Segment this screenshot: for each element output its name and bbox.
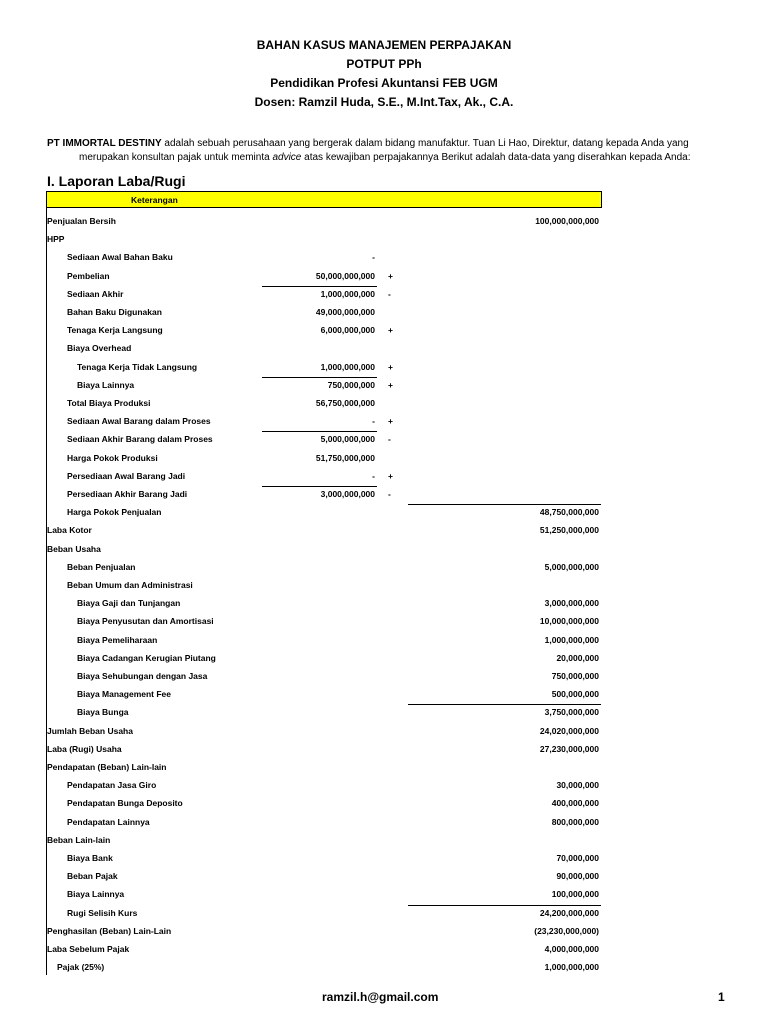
row-label: Biaya Pemeliharaan bbox=[77, 634, 158, 645]
table-row bbox=[0, 832, 768, 850]
row-subtotal-value: 50,000,000,000 bbox=[315, 270, 375, 281]
row-label: Pendapatan Jasa Giro bbox=[67, 780, 157, 791]
table-row bbox=[0, 468, 768, 486]
row-total-value: 400,000,000 bbox=[551, 798, 599, 809]
table-row bbox=[0, 632, 768, 650]
row-subtotal-value: 1,000,000,000 bbox=[262, 289, 375, 299]
row-label: Sediaan Awal Barang dalam Proses bbox=[67, 416, 211, 427]
row-subtotal-value: - bbox=[372, 252, 375, 263]
row-operator: - bbox=[388, 288, 391, 299]
row-operator: - bbox=[388, 489, 391, 499]
row-total-value: 1,000,000,000 bbox=[544, 634, 599, 645]
row-label: Beban Penjualan bbox=[67, 561, 136, 572]
table-row bbox=[0, 777, 768, 795]
row-total-value: 800,000,000 bbox=[551, 816, 599, 827]
row-subtotal-value: 6,000,000,000 bbox=[320, 325, 375, 336]
row-label: Jumlah Beban Usaha bbox=[47, 725, 133, 736]
row-total-value: 30,000,000 bbox=[556, 780, 599, 791]
table-row bbox=[0, 595, 768, 613]
table-row bbox=[0, 613, 768, 631]
row-total-value: 24,200,000,000 bbox=[408, 908, 599, 918]
row-total-value: 20,000,000 bbox=[556, 652, 599, 663]
row-operator: - bbox=[388, 434, 391, 445]
intro-line-2 bbox=[47, 151, 737, 165]
table-row bbox=[0, 395, 768, 413]
row-label: Pendapatan Bunga Deposito bbox=[67, 798, 183, 809]
row-label: Bahan Baku Digunakan bbox=[67, 307, 162, 317]
intro-advice: advice bbox=[272, 152, 302, 163]
table-row bbox=[0, 359, 768, 377]
row-total-value: 3,000,000,000 bbox=[544, 598, 599, 609]
table-row bbox=[0, 923, 768, 941]
row-label: Pendapatan (Beban) Lain-lain bbox=[47, 762, 167, 772]
section-title: I. Laporan Laba/Rugi bbox=[47, 173, 186, 189]
row-subtotal-value: 51,750,000,000 bbox=[315, 452, 375, 463]
row-label: Rugi Selisih Kurs bbox=[67, 907, 138, 918]
row-operator: + bbox=[388, 379, 393, 390]
table-row bbox=[0, 486, 768, 504]
row-label: Biaya Gaji dan Tunjangan bbox=[77, 598, 181, 609]
row-total-value: 24,020,000,000 bbox=[539, 725, 599, 736]
table-row bbox=[0, 322, 768, 340]
row-label: Pendapatan Lainnya bbox=[67, 816, 150, 827]
table-row bbox=[0, 413, 768, 431]
intro-text-2a: merupakan konsultan pajak untuk meminta bbox=[79, 152, 273, 163]
row-total-value: 27,230,000,000 bbox=[539, 743, 599, 754]
row-subtotal-value: 5,000,000,000 bbox=[262, 434, 375, 444]
intro-text-2c: atas kewajiban perpajakannya Berikut adalah data-data yang diserahkan kepada Anda: bbox=[301, 152, 691, 163]
row-label: Total Biaya Produksi bbox=[67, 398, 151, 408]
row-total-value: 3,750,000,000 bbox=[408, 707, 599, 717]
table-row bbox=[0, 668, 768, 686]
table-row bbox=[0, 941, 768, 959]
row-label: Pajak (25%) bbox=[57, 962, 105, 973]
row-total-value: 100,000,000 bbox=[551, 889, 599, 900]
company-name: PT IMMORTAL DESTINY bbox=[47, 138, 162, 149]
table-row bbox=[0, 249, 768, 267]
doc-lecturer: Dosen: Ramzil Huda, S.E., M.Int.Tax, Ak., C.A. bbox=[254, 95, 514, 109]
row-label: Laba (Rugi) Usaha bbox=[47, 743, 122, 754]
table-row bbox=[0, 959, 768, 977]
row-total-value: 1,000,000,000 bbox=[544, 962, 599, 973]
doc-program: Pendidikan Profesi Akuntansi FEB UGM bbox=[270, 76, 498, 90]
row-label: Biaya Lainnya bbox=[77, 379, 135, 390]
row-label: Biaya Penyusutan dan Amortisasi bbox=[77, 616, 214, 627]
row-subtotal-value: 49,000,000,000 bbox=[315, 307, 375, 317]
table-row bbox=[0, 559, 768, 577]
doc-subtitle: POTPUT PPh bbox=[346, 57, 422, 71]
table-row bbox=[0, 704, 768, 722]
row-operator: + bbox=[388, 416, 393, 427]
row-label: Beban Lain-lain bbox=[47, 834, 111, 845]
row-label: Biaya Overhead bbox=[67, 343, 132, 354]
row-label: Sediaan Akhir bbox=[67, 288, 124, 299]
intro-paragraph bbox=[47, 137, 737, 165]
row-label: Harga Pokok Produksi bbox=[67, 452, 158, 463]
row-label: Persediaan Akhir Barang Jadi bbox=[67, 489, 188, 499]
table-row bbox=[0, 340, 768, 358]
row-label: Beban Pajak bbox=[67, 871, 118, 882]
row-label: Biaya Lainnya bbox=[67, 889, 125, 900]
table-row bbox=[0, 814, 768, 832]
row-label: HPP bbox=[47, 234, 65, 245]
row-operator: + bbox=[388, 270, 393, 281]
table-row bbox=[0, 650, 768, 668]
table-row bbox=[0, 286, 768, 304]
table-row bbox=[0, 231, 768, 249]
row-subtotal-value: 1,000,000,000 bbox=[320, 361, 375, 372]
row-label: Penjualan Bersih bbox=[47, 216, 116, 226]
table-row bbox=[0, 504, 768, 522]
row-label: Persediaan Awal Barang Jadi bbox=[67, 470, 186, 481]
row-subtotal-value: - bbox=[372, 416, 375, 427]
table-row bbox=[0, 686, 768, 704]
table-row bbox=[0, 759, 768, 777]
table-row bbox=[0, 304, 768, 322]
row-total-value: 500,000,000 bbox=[551, 689, 599, 700]
row-total-value: 4,000,000,000 bbox=[544, 944, 599, 954]
row-total-value: 51,250,000,000 bbox=[539, 525, 599, 536]
table-row bbox=[0, 741, 768, 759]
row-subtotal-value: - bbox=[372, 470, 375, 481]
row-label: Biaya Sehubungan dengan Jasa bbox=[77, 671, 208, 681]
row-label: Beban Usaha bbox=[47, 543, 101, 554]
table-row bbox=[0, 905, 768, 923]
row-total-value: (23,230,000,000) bbox=[534, 925, 599, 936]
table-row bbox=[0, 377, 768, 395]
table-row bbox=[0, 541, 768, 559]
row-label: Sediaan Awal Bahan Baku bbox=[67, 252, 173, 263]
row-label: Tenaga Kerja Langsung bbox=[67, 325, 163, 336]
table-header bbox=[46, 191, 602, 208]
row-subtotal-value: 3,000,000,000 bbox=[262, 489, 375, 499]
row-label: Biaya Cadangan Kerugian Piutang bbox=[77, 652, 216, 663]
doc-title: BAHAN KASUS MANAJEMEN PERPAJAKAN bbox=[256, 38, 512, 52]
table-row bbox=[0, 450, 768, 468]
page-number: 1 bbox=[718, 990, 725, 1004]
row-total-value: 10,000,000,000 bbox=[539, 616, 599, 627]
table-row bbox=[0, 886, 768, 904]
row-label: Biaya Management Fee bbox=[77, 689, 172, 700]
row-operator: + bbox=[388, 361, 393, 372]
row-total-value: 48,750,000,000 bbox=[408, 507, 599, 517]
table-row bbox=[0, 795, 768, 813]
intro-text-1: adalah sebuah perusahaan yang bergerak dalam bidang manufaktur. Tuan Li Hao, Direktur, datang kepada Anda yang bbox=[161, 138, 689, 149]
row-label: Harga Pokok Penjualan bbox=[67, 507, 162, 518]
table-row bbox=[0, 577, 768, 595]
row-total-value: 70,000,000 bbox=[556, 853, 599, 863]
row-label: Pembelian bbox=[67, 270, 110, 281]
row-label: Penghasilan (Beban) Lain-Lain bbox=[47, 925, 172, 936]
table-row bbox=[0, 522, 768, 540]
footer-email: ramzil.h@gmail.com bbox=[322, 990, 439, 1004]
row-operator: + bbox=[388, 325, 393, 336]
row-subtotal-value: 750,000,000 bbox=[262, 380, 375, 390]
row-subtotal-value: 56,750,000,000 bbox=[315, 398, 375, 408]
table-row bbox=[0, 868, 768, 886]
row-operator: + bbox=[388, 470, 393, 481]
row-label: Tenaga Kerja Tidak Langsung bbox=[77, 361, 198, 372]
table-row bbox=[0, 268, 768, 286]
table-header-label: Keterangan bbox=[131, 195, 178, 205]
table-row bbox=[0, 431, 768, 449]
table-row bbox=[0, 213, 768, 231]
row-label: Laba Sebelum Pajak bbox=[47, 944, 130, 954]
row-total-value: 100,000,000,000 bbox=[535, 216, 599, 226]
row-total-value: 5,000,000,000 bbox=[544, 561, 599, 572]
table-row bbox=[0, 723, 768, 741]
row-label: Beban Umum dan Administrasi bbox=[67, 580, 193, 590]
row-total-value: 90,000,000 bbox=[556, 871, 599, 882]
row-label: Laba Kotor bbox=[47, 525, 92, 536]
row-label: Biaya Bunga bbox=[77, 707, 129, 718]
table-row bbox=[0, 850, 768, 868]
row-total-value: 750,000,000 bbox=[551, 671, 599, 681]
row-label: Biaya Bank bbox=[67, 853, 113, 863]
row-label: Sediaan Akhir Barang dalam Proses bbox=[67, 434, 213, 445]
